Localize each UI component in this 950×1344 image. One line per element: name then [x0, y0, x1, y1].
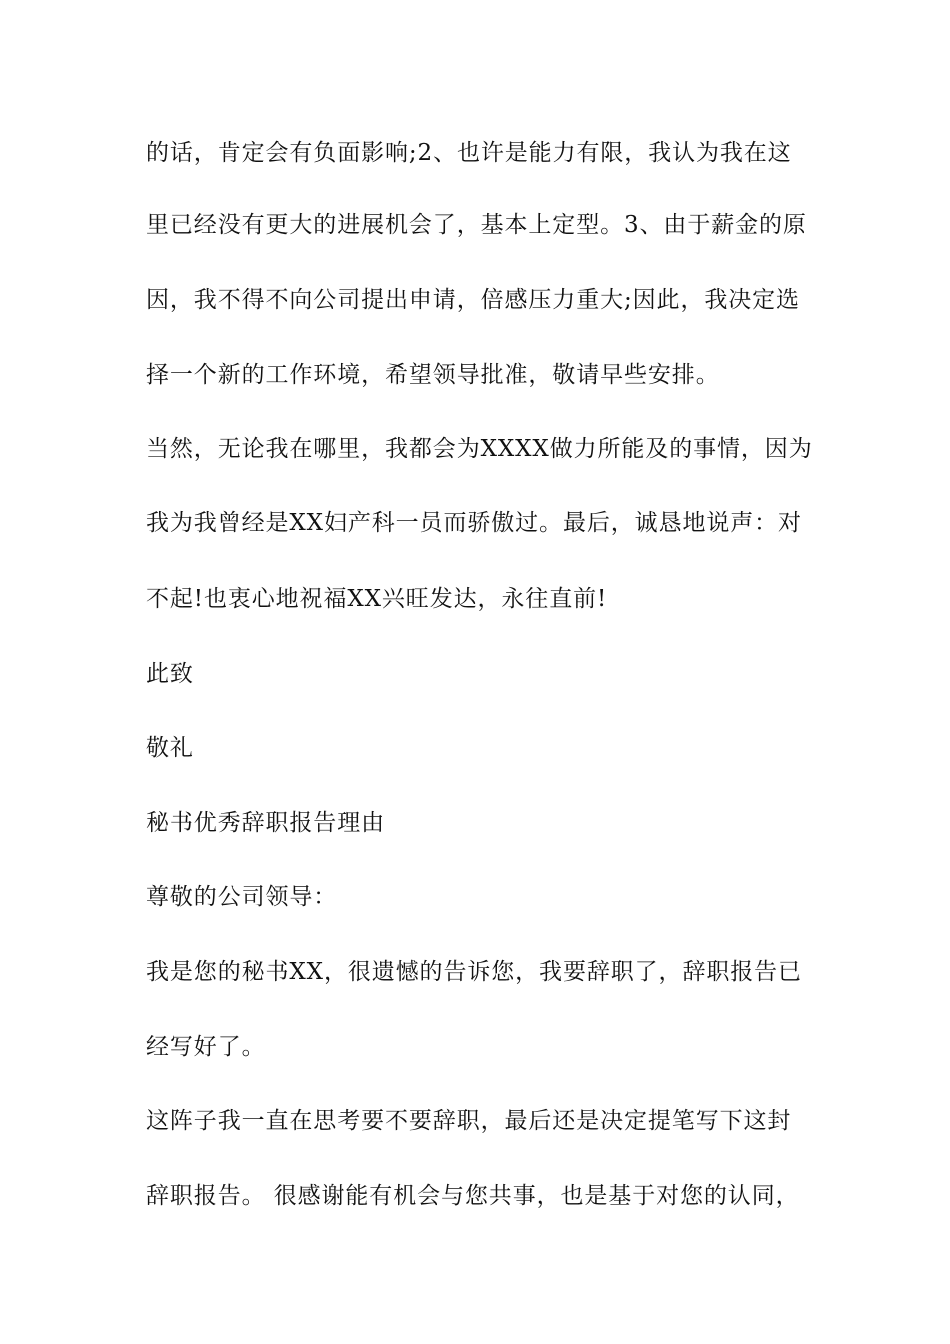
section-title: 秘书优秀辞职报告理由 — [146, 810, 385, 836]
paragraph-line: 择一个新的工作环境，希望领导批准，敬请早些安排。 — [146, 362, 720, 388]
paragraph-line: 当然，无论我在哪里，我都会为XXXX做力所能及的事情，因为 — [146, 436, 813, 462]
paragraph-line: 我为我曾经是XX妇产科一员而骄傲过。最后，诚恳地说声：对 — [146, 510, 802, 536]
letter-greeting: 尊敬的公司领导： — [146, 884, 338, 910]
paragraph-line: 辞职报告。 很感谢能有机会与您共事，也是基于对您的认同， — [146, 1183, 800, 1209]
closing-salutation: 此致 — [146, 661, 194, 687]
paragraph-line: 的话，肯定会有负面影响;2、也许是能力有限，我认为我在这 — [146, 140, 792, 166]
paragraph-line: 不起!也衷心地祝福XX兴旺发达，永往直前! — [146, 586, 608, 612]
paragraph-line: 我是您的秘书XX，很遗憾的告诉您，我要辞职了，辞职报告已 — [146, 959, 802, 985]
paragraph-line: 因，我不得不向公司提出申请，倍感压力重大;因此，我决定选 — [146, 287, 800, 313]
paragraph-line: 经写好了。 — [146, 1034, 266, 1060]
paragraph-line: 这阵子我一直在思考要不要辞职，最后还是决定提笔写下这封 — [146, 1108, 792, 1134]
paragraph-line: 里已经没有更大的进展机会了，基本上定型。3、由于薪金的原 — [146, 212, 807, 238]
closing-regards: 敬礼 — [146, 735, 194, 761]
